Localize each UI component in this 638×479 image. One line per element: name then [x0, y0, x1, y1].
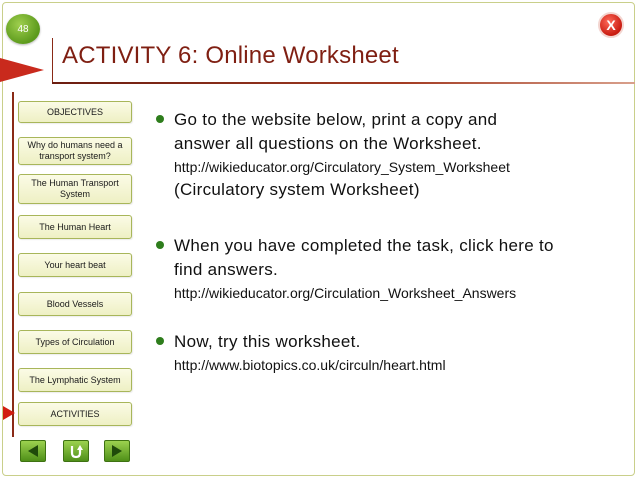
triangle-right-icon — [110, 444, 124, 458]
bullet-text: When you have completed the task, click here to — [174, 236, 554, 255]
slide-number: 48 — [17, 23, 29, 35]
sidebar-item-label: Blood Vessels — [46, 298, 104, 309]
worksheet-link[interactable]: http://wikieducator.org/Circulatory_System_Worksheet — [174, 159, 510, 175]
home-button[interactable] — [63, 440, 89, 462]
worksheet-content — [148, 104, 628, 376]
sidebar-item-label: The Lymphatic System — [29, 374, 121, 385]
close-button[interactable] — [598, 12, 624, 38]
title-underline — [52, 82, 635, 84]
bullet-text: Now, try this worksheet. — [174, 332, 361, 351]
title-divider — [52, 38, 53, 84]
heart-worksheet-link[interactable]: http://www.biotopics.co.uk/circuln/heart.html — [174, 357, 446, 373]
bullet-text: Go to the website below, print a copy and — [174, 110, 498, 129]
sidebar-item-lymphatic-system[interactable] — [18, 368, 132, 392]
sidebar-item-label: The Human Transport System — [31, 178, 119, 199]
current-section-arrow-icon — [3, 406, 15, 420]
sidebar-item-heart-beat[interactable] — [18, 253, 132, 277]
sidebar-item-human-transport-system[interactable] — [18, 174, 132, 204]
close-icon: X — [606, 17, 616, 33]
sidebar-item-activities[interactable] — [18, 402, 132, 426]
red-pointer-decoration — [0, 58, 44, 82]
sidebar-item-why-transport[interactable] — [18, 137, 132, 165]
sidebar-item-objectives[interactable] — [18, 101, 132, 123]
bullet-item — [148, 330, 628, 376]
bullet-icon — [156, 241, 164, 249]
sidebar-item-blood-vessels[interactable] — [18, 292, 132, 316]
u-turn-icon — [68, 443, 84, 459]
sidebar-item-label: OBJECTIVES — [46, 106, 103, 117]
forward-button[interactable] — [104, 440, 130, 462]
triangle-left-icon — [26, 444, 40, 458]
sidebar-item-types-circulation[interactable] — [18, 330, 132, 354]
sidebar-item-label: Why do humans need a transport system? — [27, 140, 123, 161]
bullet-icon — [156, 337, 164, 345]
bullet-text: find answers. — [174, 260, 279, 279]
sidebar-item-label: Types of Circulation — [35, 336, 115, 347]
slide-number-badge — [6, 14, 40, 44]
bullet-item — [148, 234, 628, 304]
bullet-text: (Circulatory system Worksheet) — [174, 180, 420, 199]
sidebar-item-label: The Human Heart — [39, 221, 111, 232]
page-title: ACTIVITY 6: Online Worksheet — [62, 42, 399, 69]
sidebar-item-human-heart[interactable] — [18, 215, 132, 239]
bullet-icon — [156, 115, 164, 123]
answers-link[interactable]: http://wikieducator.org/Circulation_Worksheet_Answers — [174, 285, 517, 301]
bullet-text: answer all questions on the Worksheet. — [174, 134, 482, 153]
back-button[interactable] — [20, 440, 46, 462]
bullet-item — [148, 108, 628, 202]
sidebar-item-label: Your heart beat — [44, 259, 106, 270]
sidebar-item-label: ACTIVITIES — [50, 408, 100, 419]
sidebar-rail — [12, 92, 14, 437]
